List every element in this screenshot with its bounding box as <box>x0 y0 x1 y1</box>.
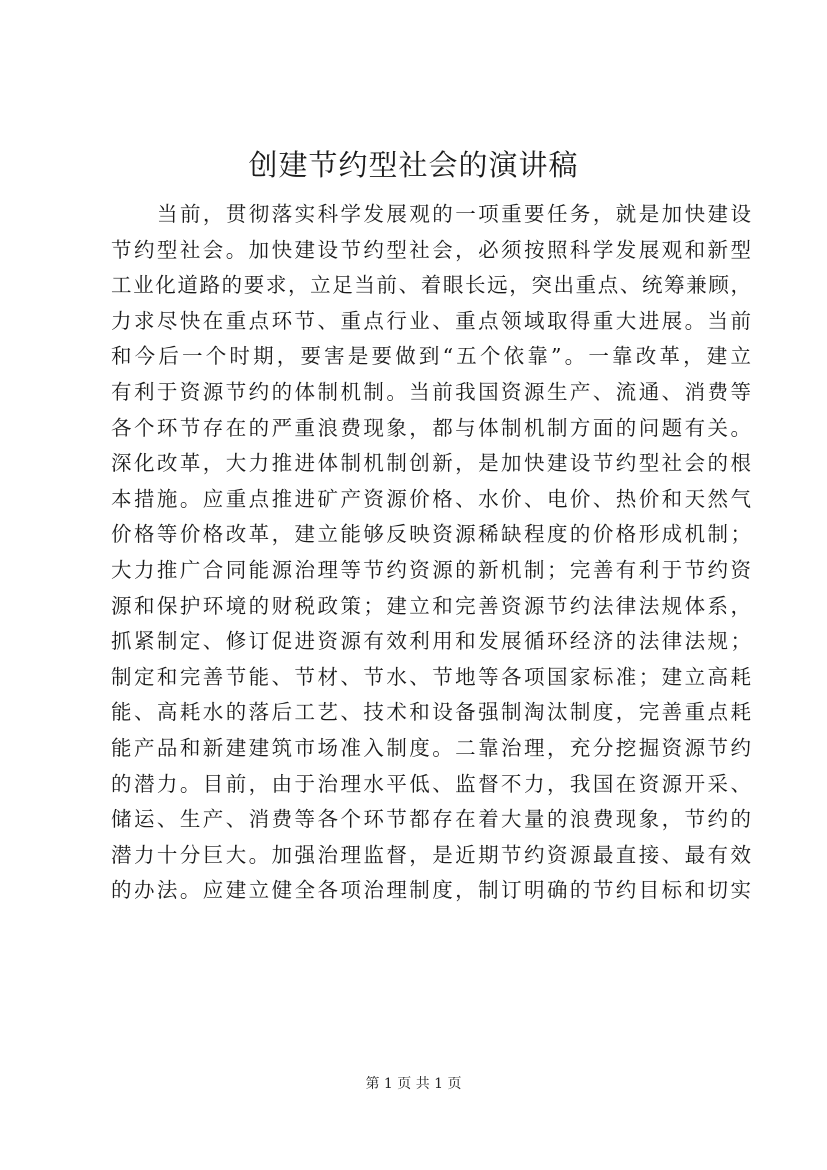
body-line: 本措施。应重点推进矿产资源价格、水价、电价、热价和天然气 <box>111 486 751 511</box>
body-line: 大力推广合同能源治理等节约资源的新机制；完善有利于节约资 <box>111 557 751 582</box>
document-body <box>111 197 751 909</box>
body-line: 当前，贯彻落实科学发展观的一项重要任务，就是加快建设 <box>157 202 751 226</box>
body-line: 抓紧制定、修订促进资源有效利用和发展循环经济的法律法规； <box>111 629 751 654</box>
body-line: 制定和完善节能、节材、节水、节地等各项国家标准；建立高耗 <box>111 664 751 689</box>
body-line: 能、高耗水的落后工艺、技术和设备强制淘汰制度，完善重点耗 <box>111 700 751 725</box>
body-line: 源和保护环境的财税政策；建立和完善资源节约法律法规体系， <box>111 593 751 618</box>
page-footer: 第 1 页 共 1 页 <box>365 1076 462 1092</box>
body-line: 有利于资源节约的体制机制。当前我国资源生产、流通、消费等 <box>111 379 751 404</box>
body-line: 潜力十分巨大。加强治理监督，是近期节约资源最直接、最有效 <box>111 842 751 867</box>
body-line: 的办法。应建立健全各项治理制度，制订明确的节约目标和切实 <box>111 878 751 903</box>
body-line: 的潜力。目前，由于治理水平低、监督不力，我国在资源开采、 <box>111 771 751 796</box>
body-line: 储运、生产、消费等各个环节都存在着大量的浪费现象，节约的 <box>111 807 751 832</box>
document-title: 创建节约型社会的演讲稿 <box>248 148 579 182</box>
body-line: 能产品和新建建筑市场准入制度。二靠治理，充分挖掘资源节约 <box>111 735 751 760</box>
body-line: 力求尽快在重点环节、重点行业、重点领域取得重大进展。当前 <box>111 308 751 333</box>
body-line: 工业化道路的要求，立足当前、着眼长远，突出重点、统筹兼顾， <box>111 273 751 298</box>
body-line: 深化改革，大力推进体制机制创新，是加快建设节约型社会的根 <box>111 451 751 476</box>
body-line: 节约型社会。加快建设节约型社会，必须按照科学发展观和新型 <box>111 237 751 262</box>
body-line: 价格等价格改革，建立能够反映资源稀缺程度的价格形成机制； <box>111 522 751 547</box>
body-line: 各个环节存在的严重浪费现象，都与体制机制方面的问题有关。 <box>111 415 751 440</box>
body-line: 和今后一个时期，要害是要做到“五个依靠”。一靠改革，建立 <box>111 344 751 369</box>
